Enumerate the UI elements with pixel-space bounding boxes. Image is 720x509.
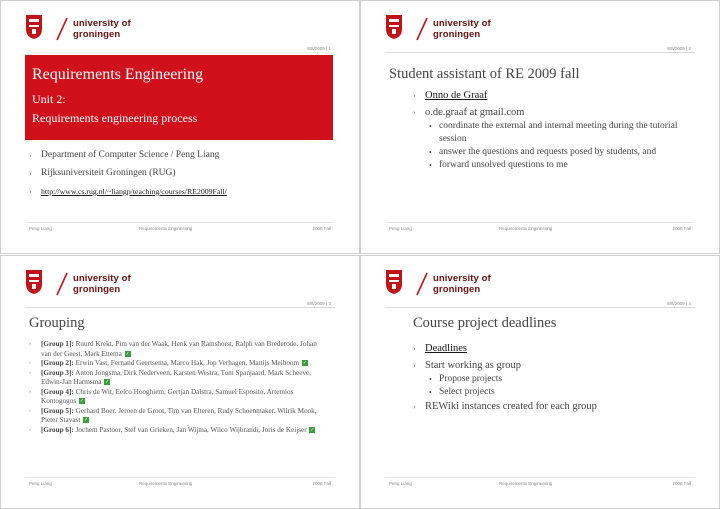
slide-title: Student assistant of RE 2009 fall — [389, 66, 580, 82]
footer-term: 2009 Fall — [672, 226, 691, 231]
footer-term: 2009 Fall — [312, 226, 331, 231]
footer-author: Peng Liang — [389, 481, 412, 486]
list-item: › Rijksuniversiteit Groningen (RUG) — [29, 168, 176, 178]
slide-subtitle-topic: Requirements engineering process — [32, 111, 198, 125]
logo-word-1: university of — [73, 273, 131, 284]
slide-3-frame — [0, 255, 360, 509]
list-item: › [Group 4]: Chris de Wit, Eelco Hooghiem, Gertjan Dalstra, Samuel Esposito, Artemios Kontogogos ✓ — [29, 387, 294, 405]
list-item: • coordinate the external and internal meeting during the tutorial session — [429, 121, 678, 144]
checkmark-icon: ✓ — [84, 417, 89, 424]
footer-author: Peng Liang — [29, 481, 52, 486]
list-item: › o.de.graaf at gmail.com • coordinate the external and internal meeting during the tutorial session • answer the questions and requests posed by students, and • forward unsolved questions to me — [413, 105, 703, 172]
list-item: • answer the questions and requests posed by students, and — [429, 147, 657, 157]
checkmark-icon: ✓ — [79, 398, 85, 405]
logo-word-2: groningen — [433, 284, 481, 295]
list-item: • Select projects — [429, 387, 495, 397]
slide-2-frame — [360, 0, 720, 254]
list-item: › http://www.cs.rug.nl/~liangp/teaching/courses/RE2009Fall/ — [29, 187, 227, 196]
list-item: › [Group 2]: Erwin Vast, Fernand Geertsema, Marco Hak, Jop Verhagen, Mattijs Meiboom ✓ — [29, 359, 307, 367]
slide-date: 8/8/2009 | 4 — [667, 301, 691, 306]
slide-1-frame — [0, 0, 360, 254]
footer-term: 2009 Fall — [312, 481, 331, 486]
list-item: › Start working as group • Propose projects • Select projects — [413, 358, 703, 399]
slide-date: 8/8/2009 | 2 — [667, 46, 691, 51]
list-item: • Propose projects — [429, 374, 503, 384]
list-item: › [Group 3]: Anton Jongsma, Dirk Nederveen, Karsten Westra, Tom Spanjaard, Mark Scheeve, Edwin-Jan Harmsma ✓ — [29, 368, 311, 386]
list-item: › [Group 6]: Jochem Pastoor, Stef van Grieken, Jan Wijma, Wilco Wijbrandi, Joris de Keijser ✓ — [29, 425, 315, 434]
list-item: › Department of Computer Science / Peng Liang — [29, 150, 220, 160]
logo-word-2: groningen — [73, 284, 121, 295]
checkmark-icon: ✓ — [105, 379, 110, 386]
list-item: › REWiki instances created for each group — [413, 401, 597, 412]
slide-title: Course project deadlines — [413, 315, 557, 331]
footer-author: Peng Liang — [29, 226, 52, 231]
logo-word-2: groningen — [433, 29, 481, 40]
list-item: › [Group 5]: Gerhard Boer, Jeroen de Groot, Tim van Elteren, Rudy Schoenmaker, Wilrik Mook, Pieter Stavast ✓ — [29, 406, 317, 424]
slide-title: Grouping — [29, 315, 85, 331]
slide-subtitle-unit: Unit 2: — [32, 92, 66, 106]
checkmark-icon: ✓ — [302, 360, 307, 367]
list-item: › [Group 1]: Ruurd Krekt, Pim van der Waak, Henk van Ramshorst, Ralph van Brederode, Johan van der Geest, Mark Ettema ✓ — [29, 340, 317, 358]
footer-course: Requirements Engineering — [139, 481, 193, 486]
footer-course: Requirements Engineering — [499, 481, 553, 486]
checkmark-icon: ✓ — [125, 350, 130, 357]
footer-course: Requirements Engineering — [139, 226, 193, 231]
footer-course: Requirements Engineering — [499, 226, 553, 231]
slide-title: Requirements Engineering — [32, 66, 204, 83]
list-item: • forward unsolved questions to me — [429, 160, 568, 170]
logo-word-1: university of — [73, 18, 131, 29]
list-item: › Deadlines — [413, 343, 467, 354]
course-link[interactable]: http://www.cs.rug.nl/~liangp/teaching/courses/RE2009Fall/ — [41, 187, 227, 196]
assistant-name-link[interactable]: Onno de Graaf — [425, 90, 488, 101]
logo-word-1: university of — [433, 18, 491, 29]
footer-author: Peng Liang — [389, 226, 412, 231]
logo-word-1: university of — [433, 273, 491, 284]
slide-date: 8/8/2009 | 1 — [307, 46, 331, 51]
logo-word-2: groningen — [73, 29, 121, 40]
checkmark-icon: ✓ — [310, 426, 315, 433]
list-item: › Onno de Graaf — [413, 90, 488, 101]
deadlines-link[interactable]: Deadlines — [425, 343, 467, 354]
footer-term: 2009 Fall — [672, 481, 691, 486]
slide-date: 8/8/2009 | 3 — [307, 301, 331, 306]
slide-4-frame — [360, 255, 720, 509]
